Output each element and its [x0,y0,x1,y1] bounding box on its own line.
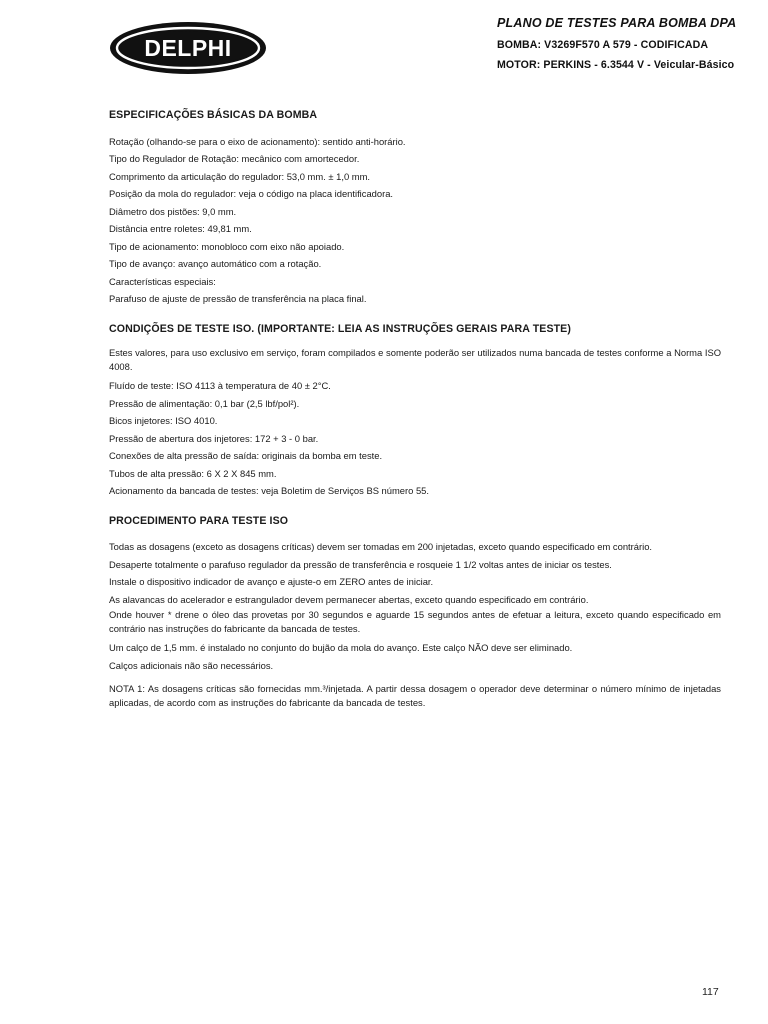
spec-line: Diâmetro dos pistões: 9,0 mm. [109,205,237,217]
motor-info: MOTOR: PERKINS - 6.3544 V - Veicular-Básico [497,59,735,71]
section-iso-conditions [109,321,721,500]
spec-line: Características especiais: [109,275,216,287]
procedure-line: Desaperte totalmente o parafuso regulador da pressão de transferência e rosqueie 1 1/2 voltas antes de iniciar os testes. [109,558,612,570]
delphi-logo [108,20,268,76]
procedure-line: As alavancas do acelerador e estrangulador devem permanecer abertas, exceto quando especificado em contrário. [109,593,589,605]
section-title: CONDIÇÕES DE TESTE ISO. (IMPORTANTE: LEIA AS INSTRUÇÕES GERAIS PARA TESTE) [109,322,571,335]
document-header [497,16,747,79]
spec-line: Tipo do Regulador de Rotação: mecânico com amortecedor. [109,153,360,164]
condition-line: Conexões de alta pressão de saída: originais da bomba em teste. [109,450,383,461]
condition-line: Tubos de alta pressão: 6 X 2 X 845 mm. [109,467,277,479]
pump-code: BOMBA: V3269F570 A 579 - CODIFICADA [497,39,709,51]
condition-line: Fluído de teste: ISO 4113 à temperatura de 40 ± 2°C. [109,380,331,391]
condition-line: Estes valores, para uso exclusivo em serviço, foram compilados e somente poderão ser utilizados numa bancada de testes conforme a Norma ISO 4008. [109,347,721,372]
section-title: ESPECIFICAÇÕES BÁSICAS DA BOMBA [109,109,318,121]
page-number: 117 [702,986,719,998]
document-title: PLANO DE TESTES PARA BOMBA DPA [497,16,737,30]
spec-line: Rotação (olhando-se para o eixo de acionamento): sentido anti-horário. [109,135,406,147]
document-body [109,107,721,723]
condition-line: Pressão de abertura dos injetores: 172 + 3 - 0 bar. [109,432,319,444]
logo-text: DELPHI [144,35,232,61]
note-1: NOTA 1: As dosagens críticas são fornecidas mm.³/injetada. A partir dessa dosagem o operador deve determinar o número mínimo de injetadas aplicadas, de acordo com as instruções do fabricante da bancada de testes. [109,683,721,708]
procedure-line: Instale o dispositivo indicador de avanço e ajuste-o em ZERO antes de iniciar. [109,576,434,587]
procedure-line: Onde houver * drene o óleo das provetas por 30 segundos e aguarde 15 segundos antes de efetuar a leitura, exceto quando especificado em contrário nas instruções do fabricante da bancada de testes. [109,609,721,634]
procedure-line: Um calço de 1,5 mm. é instalado no conjunto do bujão da mola do avanço. Este calço NÃO deve ser eliminado. [109,642,573,653]
spec-line: Posição da mola do regulador: veja o código na placa identificadora. [109,188,394,199]
condition-line: Acionamento da bancada de testes: veja Boletim de Serviços BS número 55. [109,485,429,496]
condition-line: Bicos injetores: ISO 4010. [109,415,218,426]
spec-line: Comprimento da articulação do regulador: 53,0 mm. ± 1,0 mm. [109,170,370,182]
condition-line: Pressão de alimentação: 0,1 bar (2,5 lbf/pol²). [109,397,300,409]
spec-line: Tipo de avanço: avanço automático com a rotação. [109,258,322,269]
section-basic-specs [109,107,721,308]
procedure-line: Todas as dosagens (exceto as dosagens críticas) devem ser tomadas em 200 injetadas, exceto quando especificado em contrário. [109,541,653,552]
spec-line: Distância entre roletes: 49,81 mm. [109,223,252,234]
spec-line: Parafuso de ajuste de pressão de transferência na placa final. [109,293,367,304]
spec-line: Tipo de acionamento: monobloco com eixo não apoiado. [109,240,345,252]
section-iso-procedure [109,513,721,711]
section-title: PROCEDIMENTO PARA TESTE ISO [109,514,289,527]
procedure-line: Calços adicionais não são necessários. [109,659,274,671]
